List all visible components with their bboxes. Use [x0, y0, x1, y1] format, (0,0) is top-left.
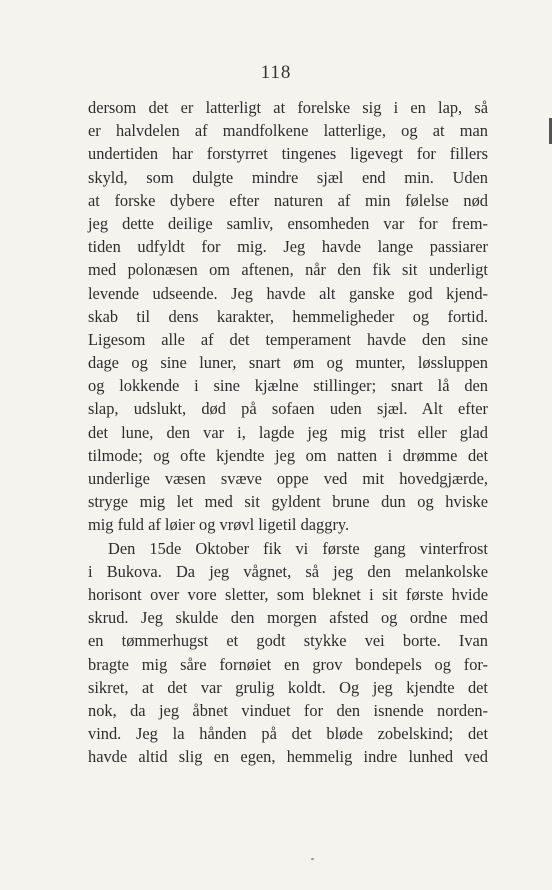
page-number: 118 — [260, 62, 292, 83]
text-line: det lune, den var i, lagde jeg mig trist eller glad — [88, 422, 488, 442]
text-line: dage og sine luner, snart øm og munter, løssluppen — [88, 353, 488, 373]
text-line: slap, udslukt, død på sofaen uden sjæl. Alt efter — [88, 399, 488, 419]
text-line: mig fuld af løier og vrøvl ligetil daggry. — [88, 515, 350, 535]
text-line: jeg dette deilige samliv, ensomheden var for frem- — [88, 213, 488, 233]
text-line: skrud. Jeg skulde den morgen afsted og ordne med — [88, 608, 488, 628]
text-line: Den 15de Oktober fik vi første gang vinterfrost — [108, 538, 488, 558]
text-line: bragte mig såre fornøiet en grov bondepels og for- — [88, 654, 488, 674]
text-line: er halvdelen af mandfolkene latterlige, og at man — [88, 121, 488, 141]
text-line: tiden udfyldt for mig. Jeg havde lange passiarer — [88, 237, 488, 257]
text-line: med polonæsen om aftenen, når den fik sit underligt — [88, 260, 488, 280]
text-line: skyld, som dulgte mindre sjæl end min. Uden — [88, 167, 488, 187]
text-line: sikret, at det var grulig koldt. Og jeg kjendte det — [88, 677, 488, 697]
text-line: havde altid slig en egen, hemmelig indre lunhed ved — [88, 747, 488, 767]
text-line: skab til dens karakter, hemmeligheder og fortid. — [88, 306, 488, 326]
text-line: i Bukova. Da jeg vågnet, så jeg den melankolske — [88, 561, 488, 581]
text-line: horisont over vore sletter, som bleknet i sit første hvide — [88, 584, 488, 604]
text-line: at forske dybere efter naturen af min følelse nød — [88, 190, 488, 210]
text-line: en tømmerhugst et godt stykke vei borte. Ivan — [88, 631, 488, 651]
text-line: undertiden har forstyrret tingenes ligevegt for fillers — [88, 144, 488, 164]
text-line: og lokkende i sine kjælne stillinger; snart lå den — [88, 376, 488, 396]
text-line: nok, da jeg åbnet vinduet for den isnende norden- — [88, 700, 488, 720]
text-line: stryge mig let med sit gyldent brune dun og hviske — [88, 492, 488, 512]
text-line: Ligesom alle af det temperament havde den sine — [88, 329, 488, 349]
text-line: dersom det er latterligt at forelske sig i en lap, så — [88, 98, 488, 117]
text-line: levende udseende. Jeg havde alt ganske god kjend- — [88, 283, 488, 303]
body-text — [88, 96, 488, 768]
text-line: underlige væsen svæve oppe ved mit hovedgjærde, — [88, 469, 488, 488]
text-line: tilmode; og ofte kjendte jeg om natten i drømme det — [88, 445, 488, 465]
text-line: vind. Jeg la hånden på det bløde zobelskind; det — [88, 724, 488, 744]
paper-speck — [311, 858, 314, 860]
